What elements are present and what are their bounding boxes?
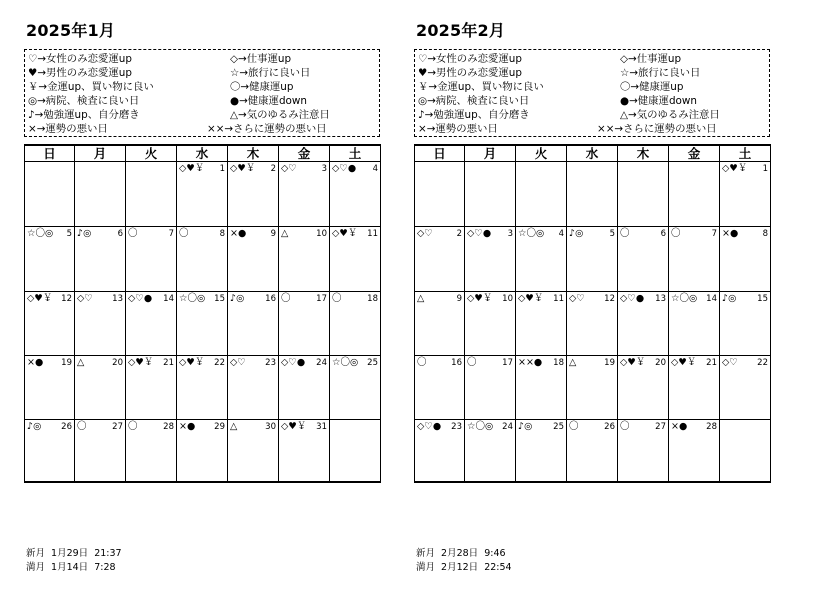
day-cell[interactable] bbox=[415, 356, 465, 420]
day-number: 13 bbox=[112, 294, 123, 304]
fortune-marks: ◇♡ bbox=[417, 228, 433, 239]
fortune-marks: ♪◎ bbox=[27, 421, 42, 432]
fortune-marks: ◇♡ bbox=[281, 163, 297, 174]
legend-item: ●→健康運down bbox=[620, 95, 697, 107]
day-number: 19 bbox=[604, 358, 615, 368]
weekday-header: 水 bbox=[177, 146, 228, 162]
fortune-marks: ×● bbox=[179, 421, 196, 432]
day-cell[interactable] bbox=[516, 292, 567, 356]
fortune-marks: ◇♥￥ bbox=[518, 293, 544, 304]
fortune-marks: ◇♥￥ bbox=[179, 357, 205, 368]
day-cell[interactable] bbox=[330, 420, 381, 483]
day-number: 21 bbox=[163, 358, 174, 368]
weekday-header: 水 bbox=[567, 146, 618, 162]
legend-box bbox=[24, 49, 380, 137]
day-number: 10 bbox=[316, 229, 327, 239]
day-cell[interactable] bbox=[618, 420, 669, 483]
fortune-marks: ◇♥￥ bbox=[230, 163, 256, 174]
legend-item: ◇→仕事運up bbox=[230, 53, 292, 65]
day-cell[interactable] bbox=[228, 420, 279, 483]
weekday-header: 火 bbox=[516, 146, 567, 162]
day-cell[interactable] bbox=[415, 292, 465, 356]
fortune-marks: ♪◎ bbox=[722, 293, 737, 304]
fortune-marks: ◇♡ bbox=[230, 357, 246, 368]
fortune-marks: ◇♥￥ bbox=[467, 293, 493, 304]
legend-item: ☆→旅行に良い日 bbox=[230, 67, 311, 79]
day-cell[interactable] bbox=[618, 292, 669, 356]
day-cell[interactable] bbox=[25, 356, 75, 420]
day-cell[interactable] bbox=[177, 162, 228, 227]
day-cell[interactable] bbox=[25, 162, 75, 227]
day-cell[interactable] bbox=[567, 227, 618, 292]
day-cell[interactable] bbox=[126, 292, 177, 356]
day-number: 26 bbox=[61, 422, 72, 432]
weekday-header: 月 bbox=[75, 146, 126, 162]
day-number: 17 bbox=[502, 358, 513, 368]
fortune-marks: ◇♡● bbox=[467, 228, 492, 239]
day-number: 19 bbox=[61, 358, 72, 368]
legend-item: ♡→女性のみ恋愛運up bbox=[28, 53, 132, 65]
fortune-marks: 〇 bbox=[281, 293, 291, 304]
calendar-grid bbox=[414, 144, 771, 483]
day-number: 28 bbox=[706, 422, 717, 432]
weekday-header: 火 bbox=[126, 146, 177, 162]
moon-phase-info bbox=[26, 547, 122, 575]
day-cell[interactable] bbox=[279, 162, 330, 227]
fortune-marks: ×● bbox=[722, 228, 739, 239]
day-number: 28 bbox=[163, 422, 174, 432]
day-number: 18 bbox=[553, 358, 564, 368]
fortune-marks: 〇 bbox=[467, 357, 477, 368]
day-cell[interactable] bbox=[75, 292, 126, 356]
day-number: 2 bbox=[456, 229, 462, 239]
moon-phase-info bbox=[416, 547, 512, 575]
fortune-marks: ×● bbox=[27, 357, 44, 368]
day-number: 3 bbox=[321, 164, 327, 174]
fortune-marks: 〇 bbox=[179, 228, 189, 239]
legend-item: ♡→女性のみ恋愛運up bbox=[418, 53, 522, 65]
day-cell[interactable] bbox=[516, 162, 567, 227]
day-cell[interactable] bbox=[75, 227, 126, 292]
day-number: 15 bbox=[757, 294, 768, 304]
fortune-marks: ☆〇◎ bbox=[332, 357, 359, 368]
legend-item: ￥→金運up、買い物に良い bbox=[418, 81, 544, 93]
day-number: 12 bbox=[61, 294, 72, 304]
weekday-header: 月 bbox=[465, 146, 516, 162]
day-cell[interactable] bbox=[25, 292, 75, 356]
fortune-marks: ♪◎ bbox=[518, 421, 533, 432]
fortune-marks: 〇 bbox=[569, 421, 579, 432]
day-number: 3 bbox=[507, 229, 513, 239]
day-cell[interactable] bbox=[330, 227, 381, 292]
fortune-marks: ◇♡ bbox=[569, 293, 585, 304]
day-cell[interactable] bbox=[330, 356, 381, 420]
fortune-marks: ◇♥￥ bbox=[722, 163, 748, 174]
legend-item: ♪→勉強運up、自分磨き bbox=[418, 109, 530, 121]
day-cell[interactable] bbox=[465, 162, 516, 227]
fortune-marks: △ bbox=[569, 357, 577, 368]
day-number: 25 bbox=[553, 422, 564, 432]
day-number: 10 bbox=[502, 294, 513, 304]
day-cell[interactable] bbox=[618, 162, 669, 227]
fortune-marks: 〇 bbox=[620, 421, 630, 432]
day-number: 7 bbox=[168, 229, 174, 239]
legend-box bbox=[414, 49, 770, 137]
fortune-marks: ☆〇◎ bbox=[518, 228, 545, 239]
fortune-marks: ◇♥￥ bbox=[332, 228, 358, 239]
legend-item: ◎→病院、検査に良い日 bbox=[28, 95, 140, 107]
day-cell[interactable] bbox=[669, 356, 720, 420]
day-cell[interactable] bbox=[279, 227, 330, 292]
day-cell[interactable] bbox=[516, 420, 567, 483]
calendar-title: 2025年1月 bbox=[26, 21, 116, 40]
day-number: 29 bbox=[214, 422, 225, 432]
fortune-marks: ♪◎ bbox=[230, 293, 245, 304]
day-number: 8 bbox=[762, 229, 768, 239]
day-cell[interactable] bbox=[669, 292, 720, 356]
day-cell[interactable] bbox=[75, 420, 126, 483]
fortune-marks: ◇♥￥ bbox=[671, 357, 697, 368]
day-cell[interactable] bbox=[720, 420, 771, 483]
legend-item: ×→運勢の悪い日 bbox=[28, 123, 108, 135]
day-number: 11 bbox=[367, 229, 378, 239]
day-number: 11 bbox=[553, 294, 564, 304]
new-moon-line: 新月 2月28日 9:46 bbox=[416, 548, 506, 559]
day-number: 14 bbox=[163, 294, 174, 304]
weekday-header: 日 bbox=[25, 146, 75, 162]
day-cell[interactable] bbox=[669, 227, 720, 292]
fortune-marks: △ bbox=[281, 228, 289, 239]
day-number: 13 bbox=[655, 294, 666, 304]
day-cell[interactable] bbox=[228, 162, 279, 227]
day-number: 27 bbox=[112, 422, 123, 432]
day-cell[interactable] bbox=[279, 356, 330, 420]
day-number: 16 bbox=[265, 294, 276, 304]
legend-item: ♥→男性のみ恋愛運up bbox=[418, 67, 522, 79]
legend-item: △→気のゆるみ注意日 bbox=[230, 109, 330, 121]
day-number: 4 bbox=[372, 164, 378, 174]
day-cell[interactable] bbox=[177, 356, 228, 420]
day-cell[interactable] bbox=[720, 162, 771, 227]
day-cell[interactable] bbox=[465, 292, 516, 356]
new-moon-line: 新月 1月29日 21:37 bbox=[26, 548, 122, 559]
day-cell[interactable] bbox=[618, 356, 669, 420]
fortune-marks: 〇 bbox=[332, 293, 342, 304]
day-cell[interactable] bbox=[567, 292, 618, 356]
day-cell[interactable] bbox=[126, 420, 177, 483]
calendar-title: 2025年2月 bbox=[416, 21, 506, 40]
day-number: 27 bbox=[655, 422, 666, 432]
legend-item: ◎→病院、検査に良い日 bbox=[418, 95, 530, 107]
fortune-marks: 〇 bbox=[128, 421, 138, 432]
fortune-marks: ◇♥￥ bbox=[281, 421, 307, 432]
fortune-marks: ◇♥￥ bbox=[128, 357, 154, 368]
fortune-marks: ♪◎ bbox=[569, 228, 584, 239]
day-number: 1 bbox=[762, 164, 768, 174]
day-number: 22 bbox=[214, 358, 225, 368]
weekday-header: 土 bbox=[330, 146, 381, 162]
fortune-marks: ◇♡● bbox=[417, 421, 442, 432]
fortune-marks: 〇 bbox=[417, 357, 427, 368]
day-cell[interactable] bbox=[465, 356, 516, 420]
weekday-header: 金 bbox=[279, 146, 330, 162]
fortune-marks: △ bbox=[230, 421, 238, 432]
day-cell[interactable] bbox=[228, 292, 279, 356]
day-cell[interactable] bbox=[567, 162, 618, 227]
full-moon-line: 満月 2月12日 22:54 bbox=[416, 562, 512, 573]
fortune-marks: △ bbox=[417, 293, 425, 304]
day-cell[interactable] bbox=[330, 292, 381, 356]
day-number: 17 bbox=[316, 294, 327, 304]
fortune-marks: ◇♡● bbox=[332, 163, 357, 174]
day-number: 12 bbox=[604, 294, 615, 304]
day-number: 24 bbox=[316, 358, 327, 368]
fortune-marks: ◇♥￥ bbox=[179, 163, 205, 174]
day-number: 2 bbox=[270, 164, 276, 174]
day-cell[interactable] bbox=[669, 420, 720, 483]
legend-item: 〇→健康運up bbox=[620, 81, 684, 93]
legend-item: ￥→金運up、買い物に良い bbox=[28, 81, 154, 93]
fortune-marks: ☆〇◎ bbox=[27, 228, 54, 239]
legend-item: ☆→旅行に良い日 bbox=[620, 67, 701, 79]
day-number: 25 bbox=[367, 358, 378, 368]
day-number: 5 bbox=[609, 229, 615, 239]
fortune-marks: 〇 bbox=[77, 421, 87, 432]
day-cell[interactable] bbox=[465, 420, 516, 483]
day-cell[interactable] bbox=[516, 356, 567, 420]
legend-item: △→気のゆるみ注意日 bbox=[620, 109, 720, 121]
day-number: 7 bbox=[711, 229, 717, 239]
legend-item: ××→さらに運勢の悪い日 bbox=[597, 123, 717, 135]
weekday-header: 日 bbox=[415, 146, 465, 162]
day-number: 1 bbox=[219, 164, 225, 174]
weekday-header: 土 bbox=[720, 146, 771, 162]
day-cell[interactable] bbox=[177, 227, 228, 292]
fortune-marks: ××● bbox=[518, 357, 543, 368]
fortune-marks: ♪◎ bbox=[77, 228, 92, 239]
day-cell[interactable] bbox=[177, 292, 228, 356]
day-number: 4 bbox=[558, 229, 564, 239]
day-cell[interactable] bbox=[415, 227, 465, 292]
day-number: 22 bbox=[757, 358, 768, 368]
weekday-header: 木 bbox=[618, 146, 669, 162]
day-cell[interactable] bbox=[669, 162, 720, 227]
day-number: 9 bbox=[270, 229, 276, 239]
fortune-marks: ◇♡● bbox=[620, 293, 645, 304]
calendar-grid bbox=[24, 144, 381, 483]
day-number: 24 bbox=[502, 422, 513, 432]
legend-item: ◇→仕事運up bbox=[620, 53, 682, 65]
day-cell[interactable] bbox=[279, 292, 330, 356]
day-cell[interactable] bbox=[75, 162, 126, 227]
day-cell[interactable] bbox=[75, 356, 126, 420]
day-cell[interactable] bbox=[25, 420, 75, 483]
day-cell[interactable] bbox=[618, 227, 669, 292]
day-cell[interactable] bbox=[567, 420, 618, 483]
day-cell[interactable] bbox=[415, 162, 465, 227]
day-number: 20 bbox=[655, 358, 666, 368]
legend-item: ×→運勢の悪い日 bbox=[418, 123, 498, 135]
day-number: 30 bbox=[265, 422, 276, 432]
day-number: 9 bbox=[456, 294, 462, 304]
legend-item: ××→さらに運勢の悪い日 bbox=[207, 123, 327, 135]
fortune-marks: 〇 bbox=[671, 228, 681, 239]
day-number: 5 bbox=[66, 229, 72, 239]
fortune-marks: ◇♡● bbox=[128, 293, 153, 304]
fortune-marks: 〇 bbox=[620, 228, 630, 239]
fortune-marks: ◇♡ bbox=[722, 357, 738, 368]
day-number: 8 bbox=[219, 229, 225, 239]
day-cell[interactable] bbox=[465, 227, 516, 292]
day-cell[interactable] bbox=[25, 227, 75, 292]
fortune-marks: ×● bbox=[671, 421, 688, 432]
day-number: 21 bbox=[706, 358, 717, 368]
day-cell[interactable] bbox=[720, 227, 771, 292]
weekday-header: 金 bbox=[669, 146, 720, 162]
day-cell[interactable] bbox=[126, 356, 177, 420]
legend-item: ♥→男性のみ恋愛運up bbox=[28, 67, 132, 79]
fortune-marks: ☆〇◎ bbox=[467, 421, 494, 432]
day-number: 31 bbox=[316, 422, 327, 432]
day-number: 16 bbox=[451, 358, 462, 368]
day-cell[interactable] bbox=[126, 162, 177, 227]
day-cell[interactable] bbox=[720, 292, 771, 356]
day-cell[interactable] bbox=[177, 420, 228, 483]
day-number: 6 bbox=[660, 229, 666, 239]
fortune-marks: ◇♥￥ bbox=[27, 293, 53, 304]
fortune-marks: ☆〇◎ bbox=[671, 293, 698, 304]
fortune-marks: ◇♡● bbox=[281, 357, 306, 368]
fortune-marks: ◇♡ bbox=[77, 293, 93, 304]
day-cell[interactable] bbox=[126, 227, 177, 292]
day-cell[interactable] bbox=[279, 420, 330, 483]
legend-item: ♪→勉強運up、自分磨き bbox=[28, 109, 140, 121]
fortune-marks: ◇♥￥ bbox=[620, 357, 646, 368]
fortune-marks: ☆〇◎ bbox=[179, 293, 206, 304]
day-cell[interactable] bbox=[415, 420, 465, 483]
legend-item: 〇→健康運up bbox=[230, 81, 294, 93]
fortune-marks: △ bbox=[77, 357, 85, 368]
day-cell[interactable] bbox=[567, 356, 618, 420]
fortune-marks: 〇 bbox=[128, 228, 138, 239]
day-cell[interactable] bbox=[720, 356, 771, 420]
day-cell[interactable] bbox=[228, 356, 279, 420]
day-number: 23 bbox=[265, 358, 276, 368]
day-number: 18 bbox=[367, 294, 378, 304]
day-number: 23 bbox=[451, 422, 462, 432]
day-number: 15 bbox=[214, 294, 225, 304]
day-number: 20 bbox=[112, 358, 123, 368]
day-cell[interactable] bbox=[330, 162, 381, 227]
day-number: 14 bbox=[706, 294, 717, 304]
day-number: 6 bbox=[117, 229, 123, 239]
fortune-marks: ×● bbox=[230, 228, 247, 239]
day-cell[interactable] bbox=[516, 227, 567, 292]
full-moon-line: 満月 1月14日 7:28 bbox=[26, 562, 116, 573]
legend-item: ●→健康運down bbox=[230, 95, 307, 107]
day-cell[interactable] bbox=[228, 227, 279, 292]
weekday-header: 木 bbox=[228, 146, 279, 162]
day-number: 26 bbox=[604, 422, 615, 432]
